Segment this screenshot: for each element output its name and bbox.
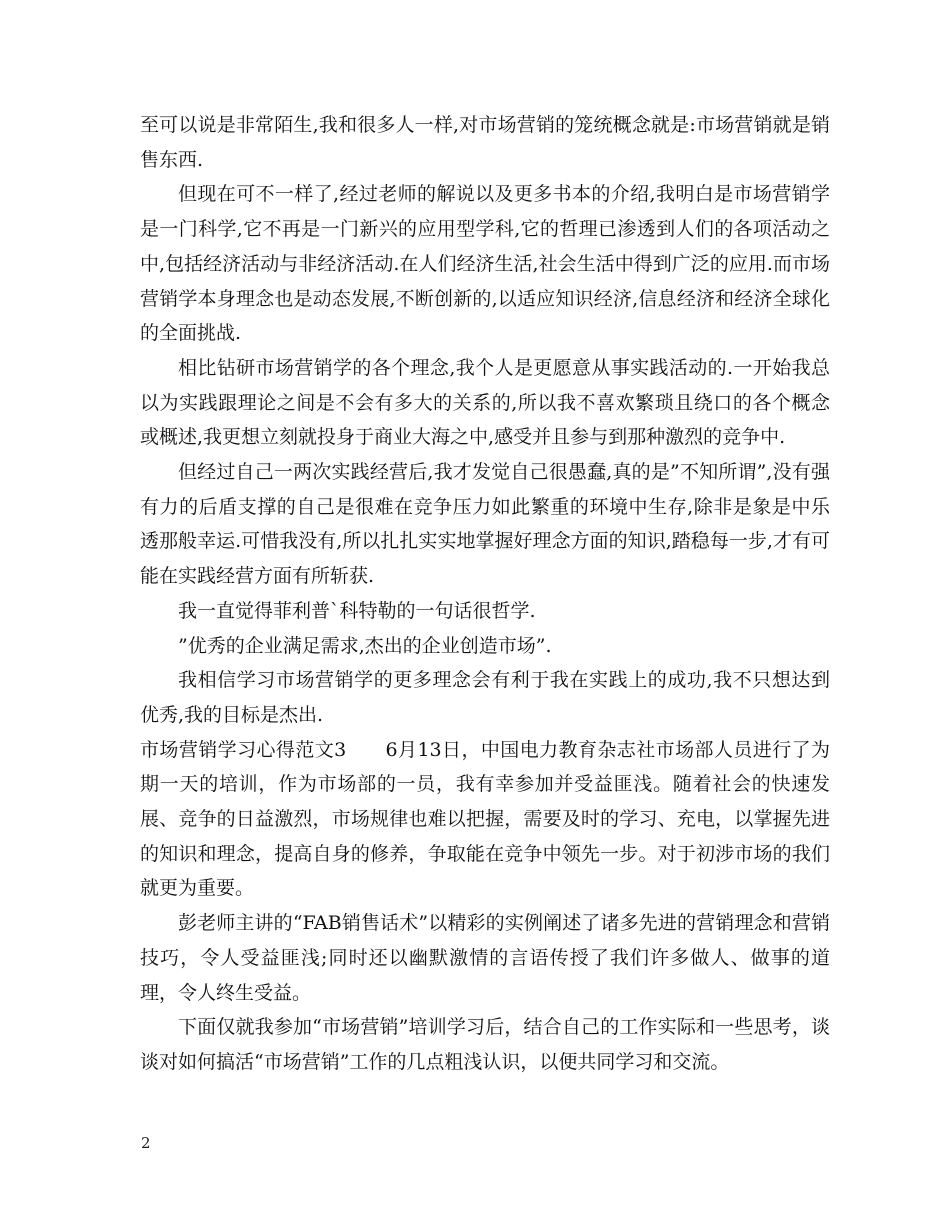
paragraph: 彭老师主讲的“FAB销售话术”以精彩的实例阐述了诸多先进的营销理念和营销技巧，令人受益匪浅;同时还以幽默激情的言语传授了我们许多做人、做事的道理，令人终生受益。 bbox=[140, 912, 830, 1004]
quote-paragraph: ”优秀的企业满足需求,杰出的企业创造市场”. bbox=[178, 634, 552, 657]
section-paragraph: 市场营销学习心得范文3 6月13日，中国电力教育杂志社市场部人员进行了为期一天的培训，作为市场部的一员，我有幸参加并受益匪浅。随着社会的快速发展、竞争的日益激烈，市场规律也难以把握，需要及时的学习、充电，以掌握先进的知识和理念，提高自身的修养，争取能在竞争中领先一步。对于初涉市场的我们就更为重要。 bbox=[140, 738, 830, 900]
paragraph: 相比钻研市场营销学的各个理念,我个人是更愿意从事实践活动的.一开始我总以为实践跟理论之间是不会有多大的关系的,所以我不喜欢繁琐且绕口的各个概念或概述,我更想立刻就投身于商业大海之中,感受并且参与到那种激烈的竞争中. bbox=[140, 356, 830, 449]
paragraph: 但经过自己一两次实践经营后,我才发觉自己很愚蠢,真的是”不知所谓”,没有强有力的后盾支撑的自己是很难在竞争压力如此繁重的环境中生存,除非是象是中乐透那般幸运.可惜我没有,所以扎扎实实地掌握好理念方面的知识,踏稳每一步,才有可能在实践经营方面有所斩获. bbox=[140, 461, 830, 588]
paragraph: 下面仅就我参加“市场营销”培训学习后，结合自己的工作实际和一些思考，谈谈对如何搞活“市场营销”工作的几点粗浅认识，以便共同学习和交流。 bbox=[140, 1016, 830, 1073]
document-body bbox=[140, 108, 830, 1080]
paragraph: 我相信学习市场营销学的更多理念会有利于我在实践上的成功,我不只想达到优秀,我的目标是杰出. bbox=[140, 669, 830, 726]
page-number: 2 bbox=[141, 1134, 151, 1152]
paragraph: 至可以说是非常陌生,我和很多人一样,对市场营销的笼统概念就是:市场营销就是销售东西. bbox=[140, 114, 830, 171]
paragraph: 但现在可不一样了,经过老师的解说以及更多书本的介绍,我明白是市场营销学是一门科学,它不再是一门新兴的应用型学科,它的哲理已渗透到人们的各项活动之中,包括经济活动与非经济活动.在人们经济生活,社会生活中得到广泛的应用.而市场营销学本身理念也是动态发展,不断创新的,以适应知识经济,信息经济和经济全球化的全面挑战. bbox=[140, 183, 830, 345]
paragraph: 我一直觉得菲利普`科特勒的一句话很哲学. bbox=[178, 599, 536, 622]
